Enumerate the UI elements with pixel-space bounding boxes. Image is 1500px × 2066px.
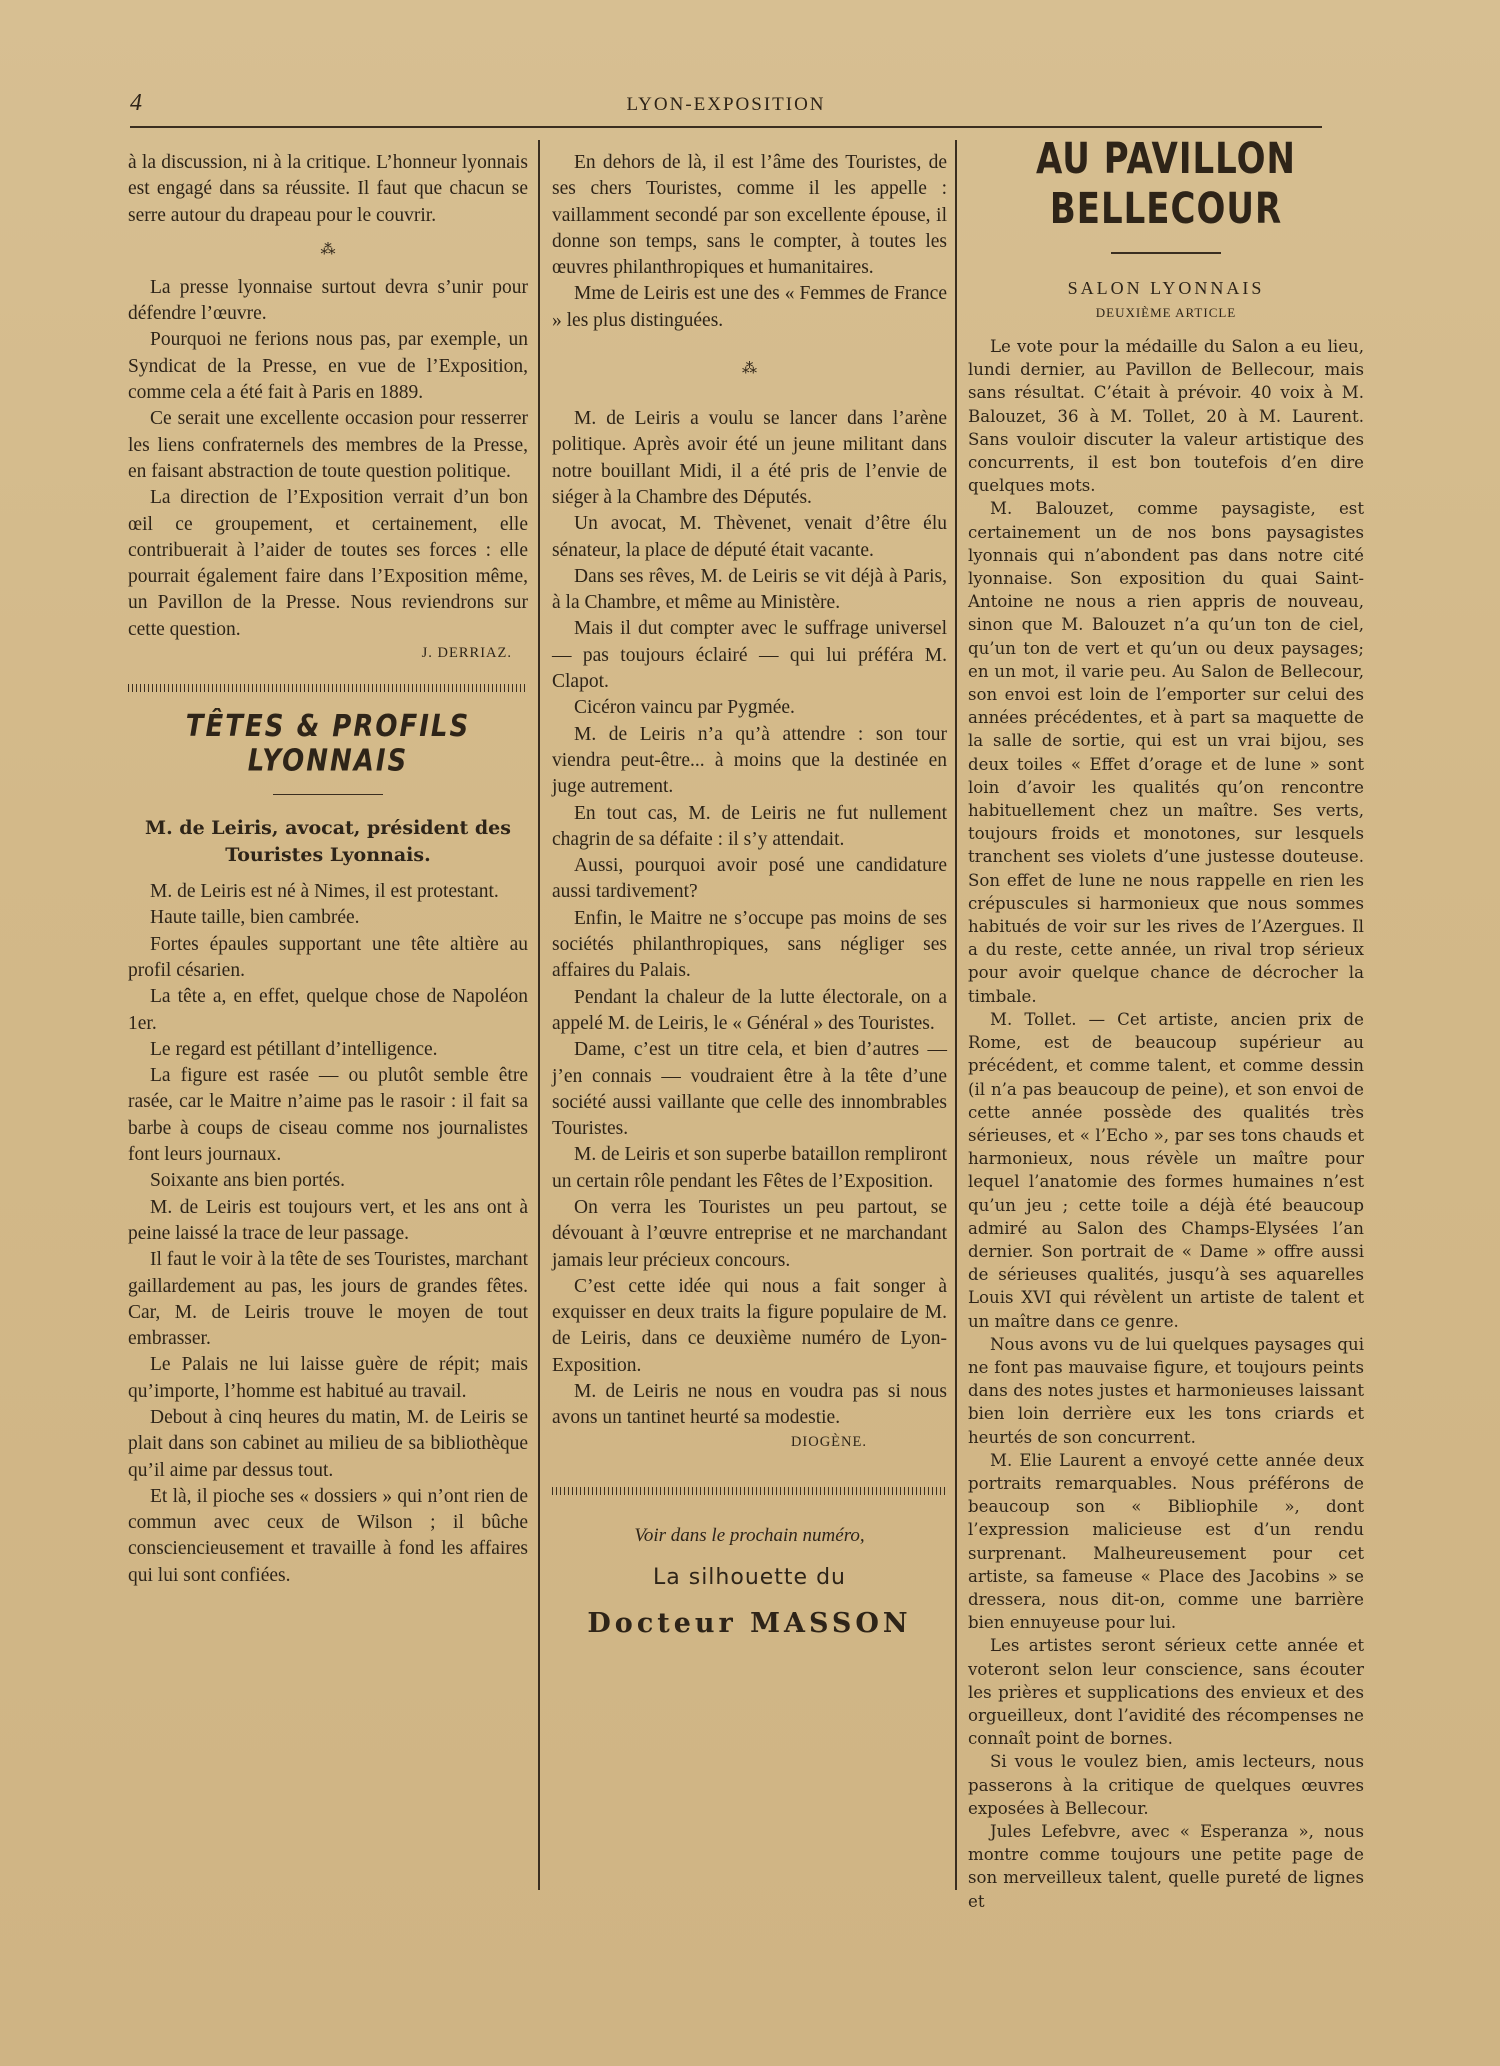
politics-paragraph: Aussi, pourquoi avoir posé une candidature aussi tardivement?	[552, 855, 947, 903]
section-title-tetes-profils: TÊTES & PROFILS LYONNAIS	[185, 709, 471, 779]
column-2	[552, 150, 947, 1639]
column-3	[968, 134, 1364, 1913]
profile-paragraph: Haute taille, bien cambrée.	[150, 907, 360, 929]
page-number: 4	[130, 90, 142, 116]
column-1	[128, 150, 528, 1589]
politics-paragraph: Mais il dut compter avec le suffrage universel — pas toujours éclairé — qui lui préféra M. Clapot.	[552, 618, 947, 693]
profile-subheading: M. de Leiris, avocat, président des Touristes Lyonnais.	[145, 817, 511, 867]
notice-line-3: Docteur MASSON	[587, 1607, 912, 1639]
politics-paragraph: Dans ses rêves, M. de Leiris se vit déjà à Paris, à la Chambre, et même au Ministère.	[552, 565, 947, 614]
profile-paragraph: Soixante ans bien portés.	[150, 1170, 345, 1192]
notice-line-1: Voir dans le prochain numéro,	[634, 1524, 865, 1546]
profile-paragraph: La tête a, en effet, quelque chose de Napoléon 1er.	[128, 986, 528, 1034]
salon-paragraph: Le vote pour la médaille du Salon a eu lieu, lundi dernier, au Pavillon de Bellecour, mais sans résultat. C’était à prévoir. 40 voix à M. Balouzet, 36 à M. Tollet, 20 à M. Laurent. Sans vouloir discuter la valeur artistique des concurrents, il est bon toutefois d’en dire quelques mots.	[968, 337, 1364, 496]
hatched-divider	[552, 1487, 947, 1495]
press-paragraph: Ce serait une excellente occasion pour resserrer les liens confraternels des membres de la Presse, en faisant abstraction de toute question politique.	[128, 408, 528, 482]
politics-paragraph: Cicéron vaincu par Pygmée.	[574, 697, 795, 719]
column-rule-left	[538, 140, 540, 1890]
profile-paragraph: Debout à cinq heures du matin, M. de Leiris se plait dans son cabinet au milieu de sa bibliothèque qu’il aime par dessus tout.	[128, 1406, 528, 1481]
salon-heading: SALON LYONNAIS	[1067, 278, 1265, 298]
article-title-pavillon: AU PAVILLON BELLECOUR	[1036, 134, 1296, 234]
profile-paragraph: M. de Leiris est toujours vert, et les ans ont à peine laissé la trace de leur passage.	[128, 1196, 528, 1244]
politics-paragraph: C’est cette idée qui nous a fait songer à exquisser en deux traits la figure populaire de M. de Leiris, dans ce deuxième numéro de Lyon-Exposition.	[552, 1275, 947, 1376]
title-rule	[1111, 252, 1221, 254]
profile-paragraph: Le regard est pétillant d’intelligence.	[150, 1038, 438, 1060]
signature-derriaz: J. DERRIAZ.	[421, 645, 512, 662]
asterism: ⁂	[320, 241, 336, 258]
politics-paragraph: Enfin, le Maitre ne s’occupe pas moins de ses sociétés philanthropiques, sans négliger ses affaires du Palais.	[552, 907, 947, 982]
profile-paragraph: La figure est rasée — ou plutôt semble être rasée, car le Maitre n’aime pas le rasoir : il fait sa barbe à coups de ciseau comme nos journalistes font leurs journaux.	[128, 1065, 528, 1166]
leiris-paragraph: Mme de Leiris est une des « Femmes de France » les plus distinguées.	[552, 283, 947, 331]
signature-diogene: DIOGÈNE.	[790, 1433, 867, 1450]
profile-paragraph: Fortes épaules supportant une tête altière au profil césarien.	[128, 933, 528, 981]
salon-paragraph: Nous avons vu de lui quelques paysages qui ne font pas mauvaise figure, et toujours peints dans des notes justes et harmonieuses laissant bien loin derrière eux les tons criards et heurtés de son concurrent.	[968, 1334, 1364, 1447]
press-paragraph: La presse lyonnaise surtout devra s’unir pour défendre l’œuvre.	[128, 276, 528, 325]
politics-paragraph: M. de Leiris n’a qu’à attendre : son tour viendra peut-être... à moins que la destinée en juge autrement.	[552, 723, 947, 798]
article-number: DEUXIÈME ARTICLE	[1095, 305, 1237, 320]
asterism: ⁂	[742, 361, 757, 378]
profile-paragraph: Il faut le voir à la tête de ses Touristes, marchant gaillardement au pas, les jours de grandes fêtes. Car, M. de Leiris trouve le moyen de tout embrasser.	[128, 1249, 528, 1350]
politics-paragraph: Dame, c’est un titre cela, et bien d’autres — j’en connais — voudraient être à la tête d’une société aussi vaillante que celle des innombrables Touristes.	[552, 1039, 947, 1140]
column-rule-right	[955, 140, 957, 1890]
salon-paragraph: M. Tollet. — Cet artiste, ancien prix de Rome, est de beaucoup supérieur au précédent, et comme talent, et comme dessin (il n’a pas beaucoup de peine), et son envoi de cette année possède des qualités très sérieuses, et « l’Echo », par ses tons chauds et harmonieux, nous révèle un maître pour lequel l’anatomie des formes humaines n’est qu’un jeu ; cette toile a déjà été beaucoup admiré au Salon des Champs-Elysées l’an dernier. Son portrait de « Dame » offre aussi de sérieuses qualités, jusqu’à ses aquarelles Louis XVI qui révèlent un artiste de talent et un maître dans ce genre.	[968, 1009, 1364, 1331]
politics-paragraph: Pendant la chaleur de la lutte électorale, on a appelé M. de Leiris, le « Général » des Touristes.	[552, 986, 947, 1034]
salon-paragraph: Jules Lefebvre, avec « Esperanza », nous montre comme toujours une petite page de son merveilleux talent, quelle pureté de lignes et	[968, 1822, 1364, 1911]
running-title: LYON-EXPOSITION	[626, 94, 826, 115]
press-paragraph: La direction de l’Exposition verrait d’un bon œil ce groupement, et certainement, elle contribuerait à l’aider de toutes ses forces : elle pourrait également faire dans l’Exposition même, un Pavillon de la Presse. Nous reviendrons sur cette question.	[128, 487, 528, 640]
leiris-paragraph: En dehors de là, il est l’âme des Touristes, de ses chers Touristes, comme il les appelle : vaillamment secondé par son excellente épouse, il donne son temps, sans le compter, à toutes les œuvres philanthropiques et humanitaires.	[552, 152, 947, 279]
next-issue-notice	[552, 1525, 947, 1639]
intro-paragraph: à la discussion, ni à la critique. L’honneur lyonnais est engagé dans sa réussite. Il faut que chacun se serre autour du drapeau pour le couvrir.	[128, 152, 528, 226]
hatched-divider	[128, 684, 528, 692]
politics-paragraph: On verra les Touristes un peu partout, se dévouant à l’œuvre entreprise et ne marchandant jamais leur précieux concours.	[552, 1196, 947, 1271]
press-paragraph: Pourquoi ne ferions nous pas, par exemple, un Syndicat de la Presse, en vue de l’Exposition, comme cela a été fait à Paris en 1889.	[128, 329, 528, 404]
short-rule	[273, 794, 383, 795]
politics-paragraph: Un avocat, M. Thèvenet, venait d’être élu sénateur, la place de député était vacante.	[552, 513, 947, 561]
politics-paragraph: M. de Leiris et son superbe bataillon rempliront un certain rôle pendant les Fêtes de l’Exposition.	[552, 1144, 947, 1192]
salon-paragraph: Les artistes seront sérieux cette année et voteront selon leur conscience, sans écouter les prières et supplications des envieux et des orgueilleux, dont l’avidité des récompenses ne connaît point de bornes.	[968, 1636, 1364, 1749]
profile-paragraph: M. de Leiris est né à Nimes, il est protestant.	[150, 881, 499, 903]
salon-paragraph: M. Balouzet, comme paysagiste, est certainement un de nos bons paysagistes lyonnais qui n’abondent pas dans notre cité lyonnaise. Son exposition du quai Saint-Antoine ne nous a rien appris de nouveau, sinon que M. Balouzet n’a qu’un ton de ciel, qu’un ton de vert et qu’un ou deux paysages; en un mot, il varie peu. Au Salon de Bellecour, son envoi est loin de l’emporter sur celui des années précédentes, et à part sa maquette de la salle de sortie, qui est un vrai bijou, ses deux toiles « Effet d’orage et de lune » sont loin d’avoir les qualités qu’on rencontre habituellement chez un maître. Ses verts, toujours froids et monotones, sur lesquels tranchent ses violets d’une justesse douteuse. Son effet de lune ne nous rappelle en rien les crépuscules si harmonieux que nous sommes habitués de voir sur les rives de l’Azergues. Il a du reste, cette année, un rival trop sérieux pour avoir quelque chance de décrocher la timbale.	[968, 499, 1364, 1006]
salon-paragraph: M. Elie Laurent a envoyé cette année deux portraits remarquables. Nous préférons de beaucoup son « Bibliophile », dont l’expression malicieuse est d’un rendu surprenant. Malheureusement pour cet artiste, sa fameuse « Place des Jacobins » se dressera, nous dit-on, comme une barrière bien ennuyeuse pour lui.	[968, 1450, 1364, 1633]
page-header	[130, 90, 1322, 128]
notice-line-2: La silhouette du	[653, 1564, 846, 1590]
politics-paragraph: M. de Leiris ne nous en voudra pas si nous avons un tantinet heurté sa modestie.	[552, 1381, 947, 1429]
profile-paragraph: Et là, il pioche ses « dossiers » qui n’ont rien de commun avec ceux de Wilson ; il bûche consciencieusement et travaille à fond les affaires qui lui sont confiées.	[128, 1485, 528, 1586]
profile-paragraph: Le Palais ne lui laisse guère de répit; mais qu’importe, l’homme est habitué au travail.	[128, 1354, 528, 1402]
salon-paragraph: Si vous le voulez bien, amis lecteurs, nous passerons à la critique de quelques œuvres exposées à Bellecour.	[968, 1752, 1364, 1818]
politics-paragraph: En tout cas, M. de Leiris ne fut nullement chagrin de sa défaite : il s’y attendait.	[552, 802, 947, 850]
politics-paragraph: M. de Leiris a voulu se lancer dans l’arène politique. Après avoir été un jeune militant dans notre bouillant Midi, il a été pris de l’envie de siéger à la Chambre des Députés.	[552, 408, 947, 508]
